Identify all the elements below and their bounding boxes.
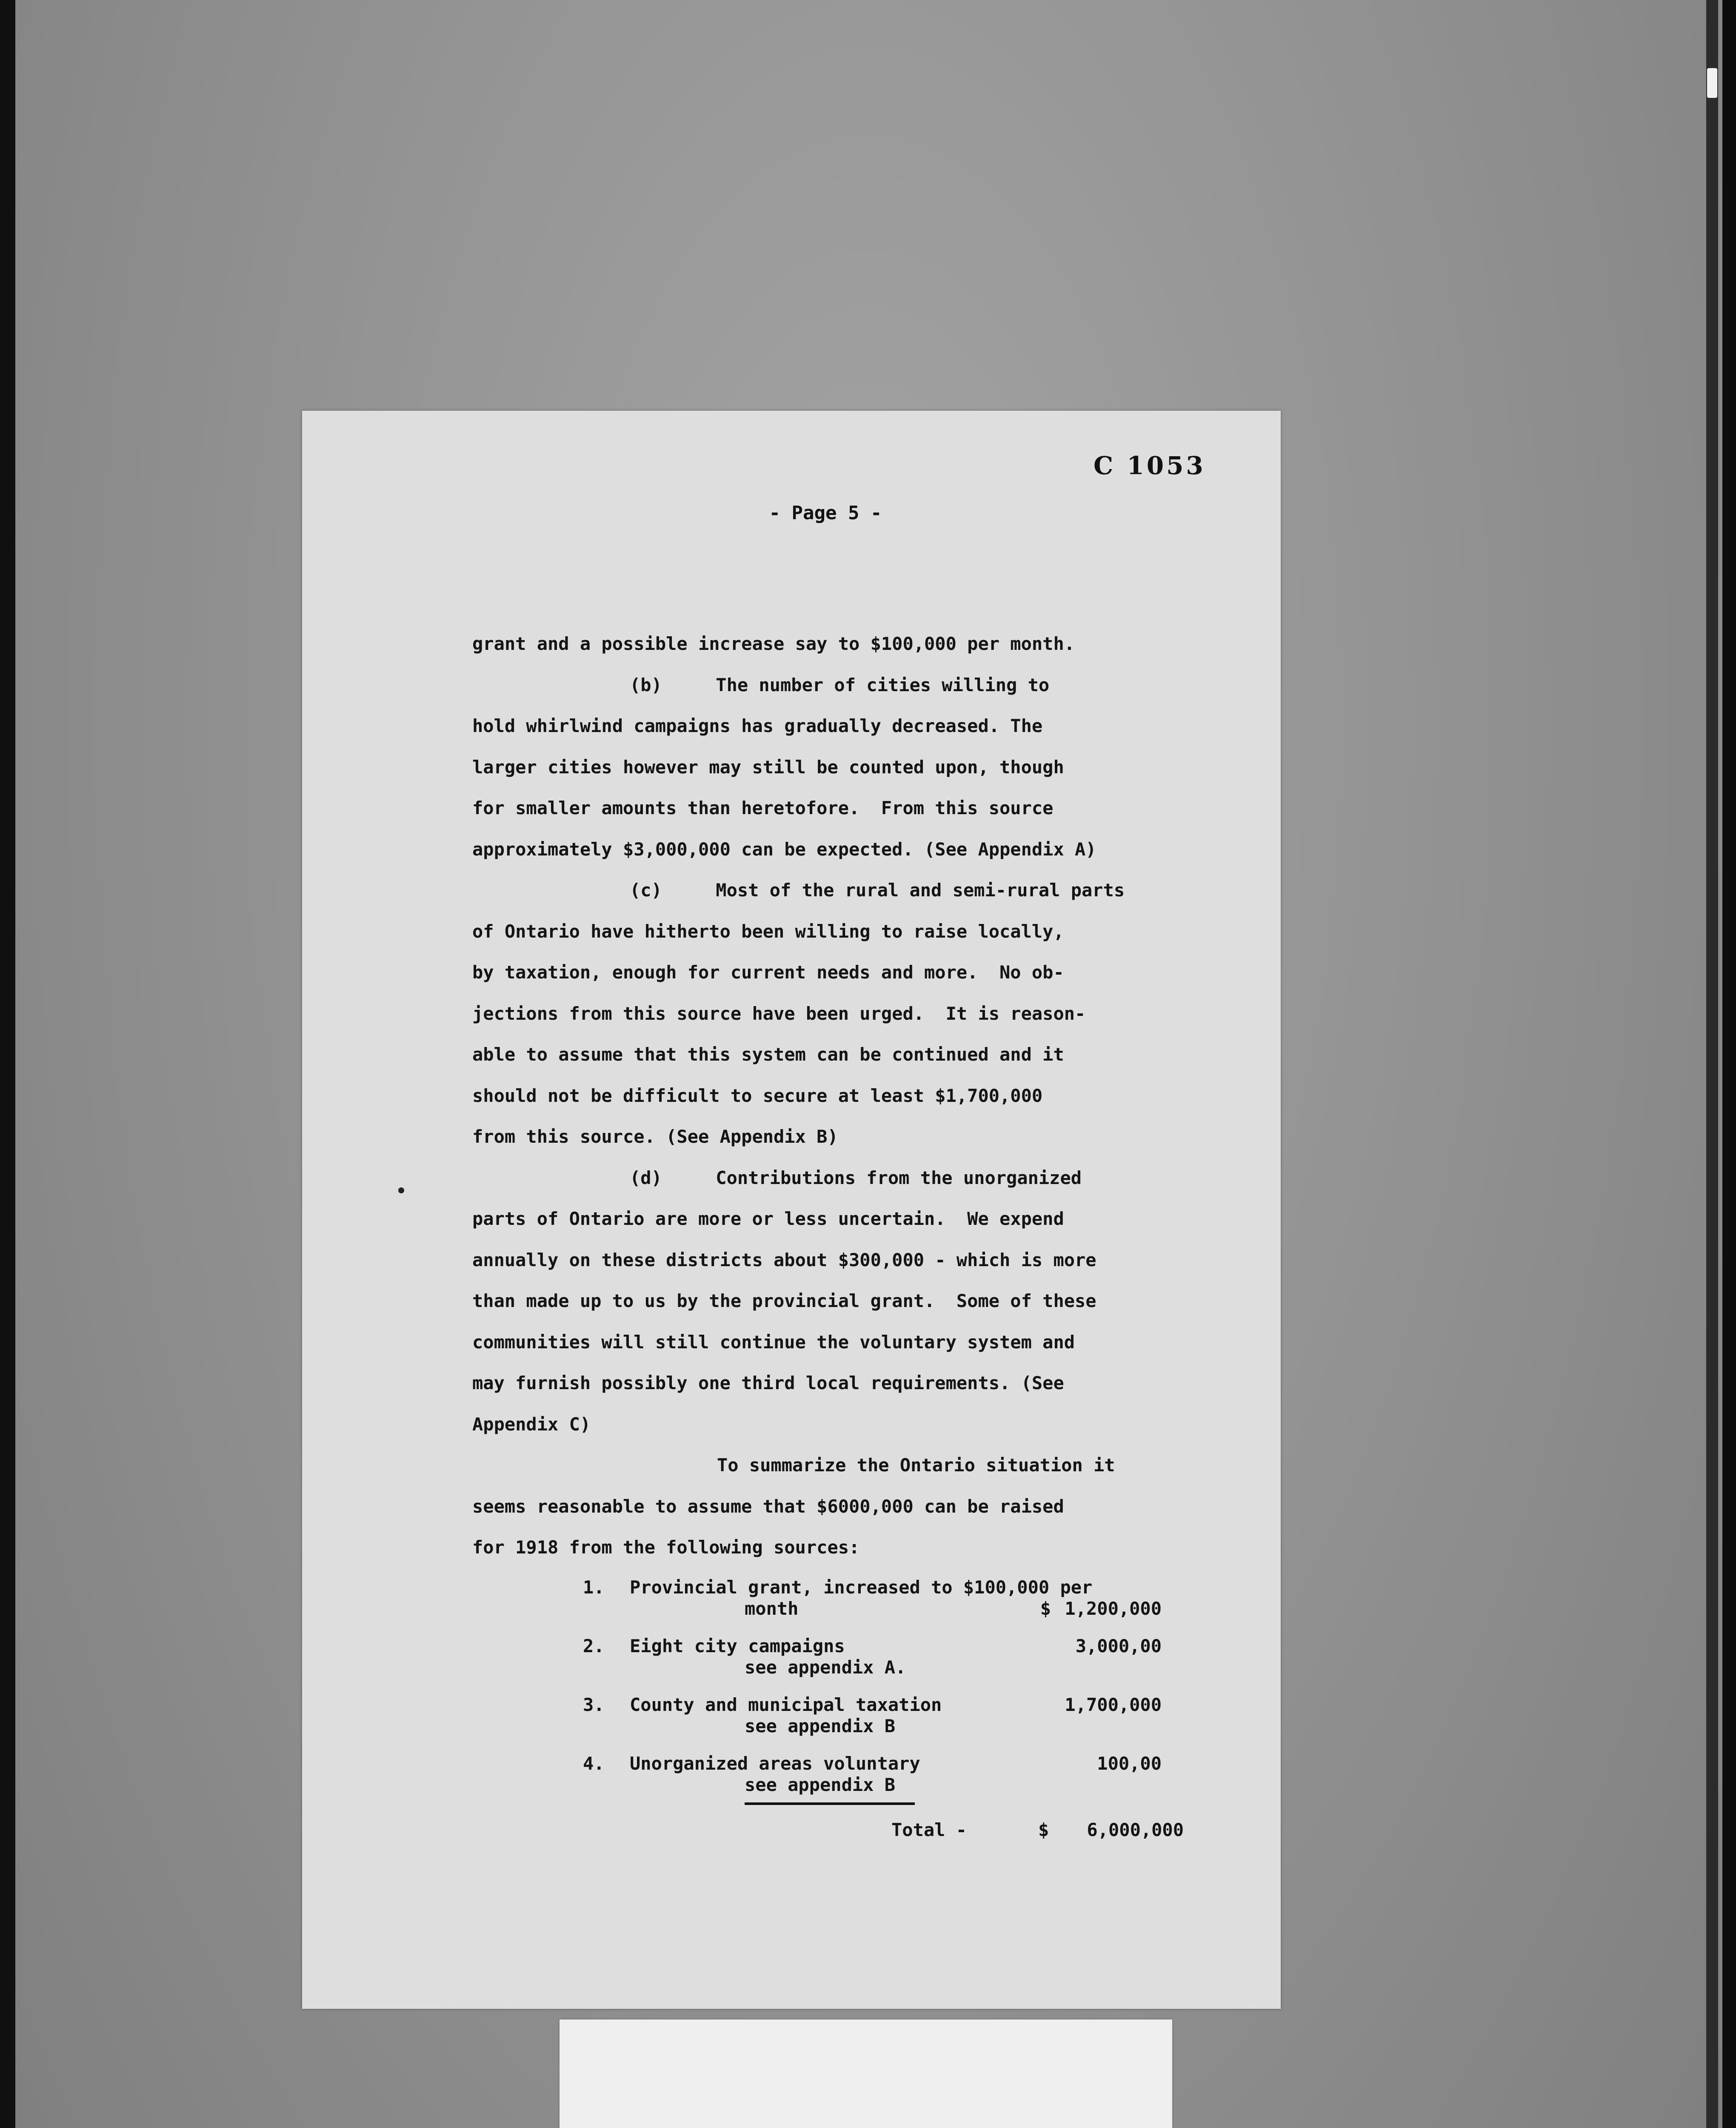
summary-desc-line: Eight city campaigns bbox=[630, 1636, 845, 1656]
text-line: able to assume that this system can be continued and it bbox=[472, 1044, 1064, 1065]
ink-spot bbox=[398, 1187, 404, 1193]
summary-desc-line: Provincial grant, increased to $100,000 per bbox=[630, 1577, 1093, 1598]
film-edge-right bbox=[1722, 0, 1736, 2128]
summary-desc-sub: see appendix B bbox=[745, 1774, 896, 1795]
summary-table bbox=[583, 1577, 1191, 1812]
reference-number: C 1053 bbox=[1094, 451, 1206, 480]
film-edge-left bbox=[0, 0, 15, 2128]
summary-row bbox=[583, 1636, 1191, 1694]
total-rule bbox=[745, 1802, 915, 1805]
text-line: from this source. (See Appendix B) bbox=[472, 1126, 838, 1147]
text-line: of Ontario have hitherto been willing to raise locally, bbox=[472, 921, 1064, 942]
text-line: To summarize the Ontario situation it bbox=[717, 1455, 1115, 1476]
text-line: parts of Ontario are more or less uncertain. We expend bbox=[472, 1208, 1064, 1229]
text-line: Appendix C) bbox=[472, 1413, 591, 1435]
text-line: by taxation, enough for current needs and more. No ob- bbox=[472, 962, 1064, 983]
total-amount: 6,000,000 bbox=[1087, 1819, 1184, 1840]
text-line: for 1918 from the following sources: bbox=[472, 1537, 860, 1558]
text-line: (c) Most of the rural and semi-rural parts bbox=[630, 880, 1125, 901]
summary-row bbox=[583, 1577, 1191, 1636]
text-line: annually on these districts about $300,000 - which is more bbox=[472, 1249, 1096, 1270]
summary-number: 1. bbox=[583, 1577, 605, 1598]
summary-desc-line: Unorganized areas voluntary bbox=[630, 1753, 920, 1774]
film-edge-strip bbox=[1706, 0, 1718, 2128]
summary-desc-sub: see appendix A. bbox=[745, 1657, 906, 1678]
text-line: larger cities however may still be counted upon, though bbox=[472, 756, 1064, 778]
text-line: (d) Contributions from the unorganized bbox=[630, 1167, 1082, 1188]
summary-desc-line: County and municipal taxation bbox=[630, 1694, 942, 1715]
text-line: for smaller amounts than heretofore. From this source bbox=[472, 798, 1054, 818]
summary-row bbox=[583, 1694, 1191, 1753]
body-text bbox=[472, 624, 1247, 1568]
summary-description bbox=[630, 1694, 942, 1737]
text-line: jections from this source have been urged. It is reason- bbox=[472, 1003, 1086, 1024]
text-line: seems reasonable to assume that $6000,000 can be raised bbox=[472, 1496, 1064, 1517]
summary-desc-sub: see appendix B bbox=[745, 1716, 896, 1736]
summary-description bbox=[630, 1577, 1092, 1619]
summary-description bbox=[630, 1753, 920, 1796]
summary-amount: 1,200,000 bbox=[1065, 1598, 1162, 1619]
text-line: grant and a possible increase say to $100,000 per month. bbox=[472, 633, 1075, 654]
summary-amount: 1,700,000 bbox=[1065, 1694, 1162, 1715]
text-line: hold whirlwind campaigns has gradually decreased. The bbox=[472, 715, 1043, 736]
summary-number: 4. bbox=[583, 1753, 605, 1774]
text-line: than made up to us by the provincial grant. Some of these bbox=[472, 1290, 1096, 1311]
total-row bbox=[302, 1819, 1281, 1845]
summary-number: 3. bbox=[583, 1694, 605, 1715]
text-line: approximately $3,000,000 can be expected. (See Appendix A) bbox=[472, 838, 1096, 860]
total-currency: $ bbox=[1038, 1819, 1049, 1840]
text-line: may furnish possibly one third local requirements. (See bbox=[472, 1373, 1064, 1393]
page-header: - Page 5 - bbox=[769, 502, 882, 524]
text-line: should not be difficult to secure at least $1,700,000 bbox=[472, 1085, 1043, 1106]
summary-currency: $ bbox=[1040, 1598, 1051, 1619]
summary-desc-sub: month bbox=[745, 1598, 799, 1619]
summary-description bbox=[630, 1636, 906, 1678]
text-line: (b) The number of cities willing to bbox=[630, 674, 1050, 695]
summary-amount: 100,00 bbox=[1097, 1753, 1162, 1774]
summary-amount: 3,000,00 bbox=[1075, 1636, 1162, 1656]
text-line: communities will still continue the voluntary system and bbox=[472, 1331, 1075, 1353]
summary-number: 2. bbox=[583, 1636, 605, 1656]
total-label: Total - bbox=[891, 1819, 967, 1840]
document-page bbox=[302, 411, 1281, 2009]
film-perforation bbox=[1707, 68, 1717, 98]
collection-slip bbox=[560, 2019, 1172, 2128]
